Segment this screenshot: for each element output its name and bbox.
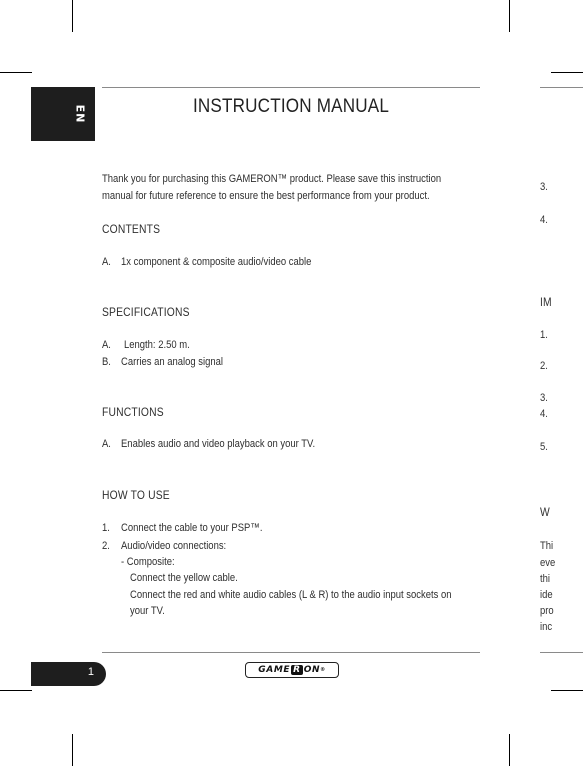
next-page-line: pro (540, 605, 554, 617)
next-page-marker: 2. (540, 360, 548, 372)
page-number-tab (31, 662, 106, 686)
language-label: EN (73, 104, 87, 124)
list-item: Audio/video connections: (121, 540, 227, 552)
functions-heading: FUNCTIONS (102, 405, 164, 419)
list-marker: A. (102, 256, 111, 268)
intro-line: Thank you for purchasing this GAMERON™ product. Please save this instruction (102, 173, 442, 185)
logo-text-middle: R (293, 665, 301, 675)
warning-heading: W (540, 505, 550, 519)
logo-registered-mark: ® (320, 667, 326, 673)
specifications-heading: SPECIFICATIONS (102, 305, 190, 319)
next-page-marker: 4. (540, 214, 548, 226)
next-page-footer-rule (540, 652, 583, 653)
list-item: Connect the cable to your PSP™. (121, 522, 263, 534)
next-page-top-rule (540, 87, 583, 88)
sub-line: Connect the yellow cable. (130, 572, 238, 584)
logo-text-right: ON (303, 665, 321, 675)
crop-mark (72, 0, 73, 32)
list-item: Enables audio and video playback on your TV. (121, 438, 316, 450)
next-page-line: eve (540, 557, 556, 569)
footer-rule (102, 652, 480, 653)
list-item: 1x component & composite audio/video cable (121, 256, 312, 268)
list-item: Length: 2.50 m. (124, 339, 190, 351)
intro-line: manual for future reference to ensure the best performance from your product. (102, 190, 430, 202)
list-marker: A. (102, 438, 111, 450)
how-to-use-heading: HOW TO USE (102, 488, 170, 502)
next-page-marker: 4. (540, 408, 548, 420)
next-page-marker: 5. (540, 441, 548, 453)
next-page-marker: 3. (540, 181, 548, 193)
list-marker: 1. (102, 522, 110, 534)
next-page-marker: 1. (540, 329, 548, 341)
title-top-rule (102, 87, 480, 88)
crop-mark (72, 734, 73, 766)
next-page-line: ide (540, 589, 553, 601)
crop-mark (509, 734, 510, 766)
page-title: INSTRUCTION MANUAL (192, 96, 390, 117)
next-page-marker: 3. (540, 392, 548, 404)
list-marker: A. (102, 339, 111, 351)
next-page-line: Thi (540, 540, 554, 552)
crop-mark (0, 690, 32, 691)
list-marker: B. (102, 356, 111, 368)
crop-mark (551, 690, 583, 691)
list-item: Carries an analog signal (121, 356, 224, 368)
sub-label: - Composite: (121, 556, 175, 568)
next-page-line: inc (540, 621, 553, 633)
next-page-heading: IM (540, 295, 552, 309)
logo-text-left: GAME (258, 665, 291, 675)
gameron-logo (245, 662, 339, 678)
crop-mark (0, 72, 32, 73)
list-marker: 2. (102, 540, 110, 552)
crop-mark (551, 72, 583, 73)
sub-line: Connect the red and white audio cables (L & R) to the audio input sockets on (130, 589, 452, 601)
sub-line: your TV. (130, 605, 165, 617)
page-number: 1 (87, 666, 94, 678)
crop-mark (509, 0, 510, 32)
next-page-line: thi (540, 573, 550, 585)
contents-heading: CONTENTS (102, 222, 161, 236)
language-tab (31, 87, 95, 141)
